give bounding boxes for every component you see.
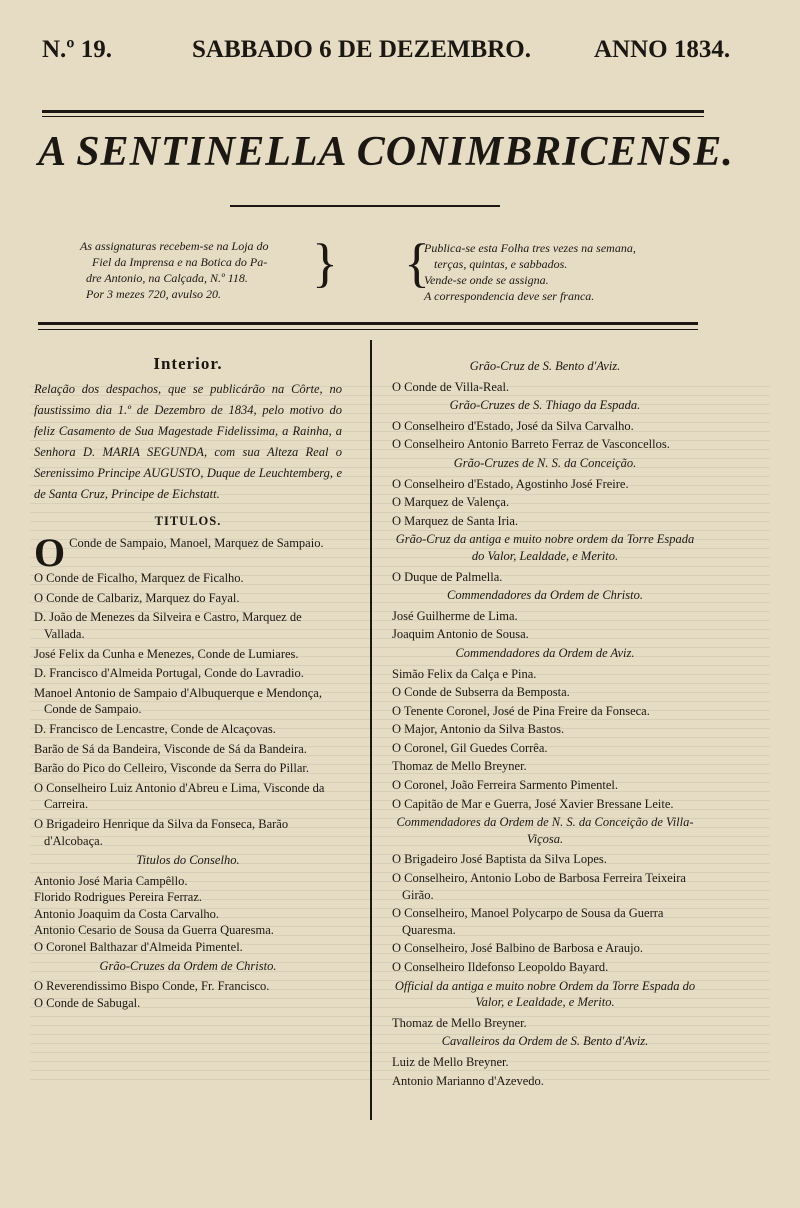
- list-item: O Reverendissimo Bispo Conde, Fr. Francisco.: [34, 979, 270, 994]
- list-item: O Conde de Calbariz, Marquez do Fayal.: [34, 590, 240, 605]
- list-item: Luiz de Mello Breyner.: [392, 1054, 509, 1069]
- newspaper-title: A SENTINELLA CONIMBRICENSE.: [38, 129, 734, 175]
- order-heading: Grão-Cruzes de S. Thiago da Espada.: [449, 398, 641, 413]
- list-item: O Conselheiro, José Balbino de Barbosa e Araujo.: [392, 941, 643, 956]
- header-divider: [38, 322, 698, 325]
- section-interior: Interior.: [153, 354, 223, 373]
- list-item: O Conselheiro d'Estado, José da Silva Carvalho.: [392, 418, 634, 433]
- list-item: Barão do Pico do Celleiro, Visconde da Serra do Pillar.: [34, 761, 310, 776]
- list-item: O Conselheiro d'Estado, Agostinho José Freire.: [392, 476, 629, 491]
- top-rule: [42, 110, 704, 113]
- list-item: O Conselheiro Ildefonso Leopoldo Bayard.: [392, 960, 609, 974]
- notice-line: Por 3 mezes 720, avulso 20.: [86, 287, 221, 301]
- list-item: O Coronel, João Ferreira Sarmento Pimentel.: [392, 778, 618, 793]
- list-item: O Capitão de Mar e Guerra, José Xavier Bressane Leite.: [392, 796, 674, 811]
- issue-year: ANNO 1834.: [594, 36, 731, 63]
- list-item: Florido Rodrigues Pereira Ferraz.: [34, 890, 203, 905]
- list-item: Thomaz de Mello Breyner.: [392, 759, 527, 774]
- list-item: Antonio José Maria Campêllo.: [34, 873, 188, 888]
- notice-line: As assignaturas recebem-se na Loja do: [80, 239, 269, 253]
- notice-line: terças, quintas, e sabbados.: [434, 257, 568, 271]
- first-entry: [34, 530, 342, 576]
- list-item: O Tenente Coronel, José de Pina Freire da Fonseca.: [392, 703, 650, 718]
- list-item: O Conselheiro, Antonio Lobo de Barbosa Ferreira Teixeira Girão.: [392, 871, 686, 902]
- list-item: O Conde de Sabugal.: [34, 995, 141, 1010]
- publication-notice: [424, 240, 636, 304]
- list-item: Joaquim Antonio de Sousa.: [392, 627, 529, 642]
- list-item: Antonio Joaquim da Costa Carvalho.: [34, 906, 220, 921]
- ornament-rule: [230, 205, 500, 207]
- first-entry-text: Conde de Sampaio, Manoel, Marquez de Sampaio.: [69, 536, 324, 551]
- column-divider: [370, 340, 372, 1120]
- order-heading: Commendadores da Ordem de N. S. da Conceição de Villa-Viçosa.: [396, 815, 694, 846]
- left-column: [34, 352, 342, 1011]
- list-item: O Brigadeiro Henrique da Silva da Fonseca, Barão d'Alcobaça.: [34, 816, 289, 848]
- order-heading: Grão-Cruz de S. Bento d'Aviz.: [469, 359, 621, 373]
- top-rule-thin: [42, 116, 704, 117]
- list-item: José Felix da Cunha e Menezes, Conde de Lumiares.: [34, 646, 299, 661]
- right-brace: {: [404, 233, 430, 293]
- subscription-notice: [80, 238, 269, 302]
- conselho-heading: Titulos do Conselho.: [136, 853, 240, 868]
- list-item: O Conselheiro Antonio Barreto Ferraz de Vasconcellos.: [392, 437, 670, 452]
- list-item: D. Francisco d'Almeida Portugal, Conde do Lavradio.: [34, 666, 304, 681]
- list-item: O Marquez de Santa Iria.: [392, 513, 518, 528]
- list-item: Antonio Marianno d'Azevedo.: [392, 1073, 544, 1088]
- order-heading: Grão-Cruz da antiga e muito nobre ordem da Torre Espada do Valor, Lealdade, e Merito.: [395, 532, 695, 563]
- list-item: Barão de Sá da Bandeira, Visconde de Sá da Bandeira.: [34, 741, 307, 756]
- list-item: O Conselheiro, Manoel Polycarpo de Sousa da Guerra Quaresma.: [392, 906, 664, 937]
- list-item: Antonio Cesario de Sousa da Guerra Quaresma.: [34, 923, 274, 938]
- notice-line: Fiel da Imprensa e na Botica do Pa-: [92, 255, 268, 269]
- notice-line: dre Antonio, na Calçada, N.º 118.: [86, 271, 248, 285]
- header-divider-thin: [38, 329, 698, 330]
- list-item: O Marquez de Valença.: [392, 495, 510, 510]
- order-heading: Commendadores da Ordem de Aviz.: [455, 645, 635, 660]
- list-item: O Brigadeiro José Baptista da Silva Lopes.: [392, 852, 607, 867]
- order-heading: Official da antiga e muito nobre Ordem da Torre Espada do Valor, e Lealdade, e Merito.: [394, 978, 696, 1010]
- right-column: [392, 356, 698, 1091]
- list-item: José Guilherme de Lima.: [392, 608, 518, 623]
- list-item: D. Francisco de Lencastre, Conde de Alcaçovas.: [34, 721, 276, 736]
- issue-number: N.º 19.: [42, 36, 113, 63]
- list-item: O Conselheiro Luiz Antonio d'Abreu e Lima, Visconde da Carreira.: [34, 780, 325, 812]
- list-item: O Conde de Villa-Real.: [392, 379, 510, 394]
- notice-line: A correspondencia deve ser franca.: [424, 289, 595, 303]
- notice-line: Vende-se onde se assigna.: [424, 273, 549, 287]
- list-item: O Conde de Ficalho, Marquez de Ficalho.: [34, 571, 244, 586]
- list-item: D. João de Menezes da Silveira e Castro, Marquez de Vallada.: [34, 610, 302, 641]
- cristo-heading: Grão-Cruzes da Ordem de Christo.: [99, 958, 277, 973]
- list-item: O Coronel, Gil Guedes Corrêa.: [392, 740, 548, 755]
- titulos-heading: TITULOS.: [154, 513, 222, 528]
- drop-cap: O: [34, 530, 66, 576]
- order-heading: Commendadores da Ordem de Christo.: [447, 588, 643, 603]
- list-item: O Major, Antonio da Silva Bastos.: [392, 722, 565, 737]
- intro-paragraph: Relação dos despachos, que se publicárão na Côrte, no faustissimo dia 1.º de Dezembro de 1834, pelo motivo do feliz Casamento de Sua Magestade Fidelissima, a Rainha, a Senhora D. MARIA SEGUNDA, com sua Alteza Real o Serenissimo Principe AUGUSTO, Duque de Leuchtemberg, e de Santa Cruz, Principe de Eichstatt.: [34, 381, 342, 501]
- list-item: O Coronel Balthazar d'Almeida Pimentel.: [34, 940, 243, 955]
- list-item: O Duque de Palmella.: [392, 569, 503, 584]
- notice-line: Publica-se esta Folha tres vezes na semana,: [424, 241, 636, 255]
- list-item: Thomaz de Mello Breyner.: [392, 1015, 527, 1030]
- list-item: Manoel Antonio de Sampaio d'Albuquerque e Mendonça, Conde de Sampaio.: [34, 685, 322, 717]
- order-heading: Cavalleiros da Ordem de S. Bento d'Aviz.: [441, 1034, 649, 1049]
- list-item: Simão Felix da Calça e Pina.: [392, 666, 537, 681]
- issue-date: SABBADO 6 DE DEZEMBRO.: [192, 36, 531, 63]
- list-item: O Conde de Subserra da Bemposta.: [392, 685, 570, 700]
- left-brace: }: [312, 233, 338, 293]
- order-heading: Grão-Cruzes de N. S. da Conceição.: [453, 455, 637, 470]
